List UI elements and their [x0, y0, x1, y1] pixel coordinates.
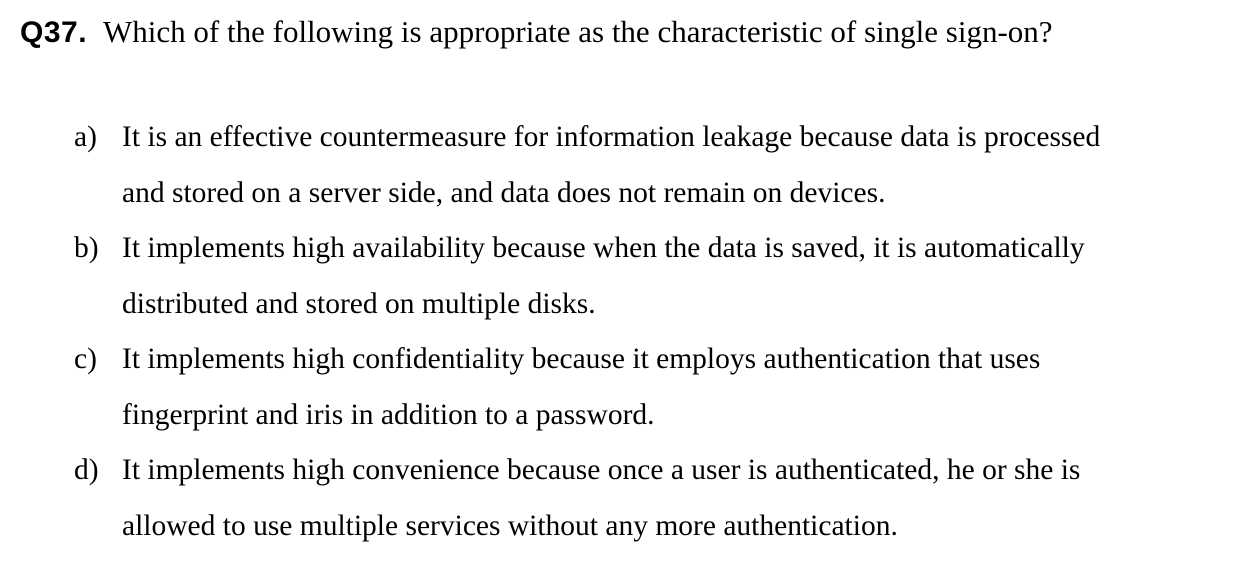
question-header — [20, 14, 1053, 50]
option-text-line: It implements high confidentiality because it employs authentication that uses — [122, 343, 1041, 375]
option-text — [122, 221, 1240, 332]
option-letter: d) — [74, 454, 99, 486]
option-c — [74, 332, 1240, 443]
option-a — [74, 110, 1240, 221]
option-letter: a) — [74, 121, 97, 153]
option-b — [74, 221, 1240, 332]
option-text-line: It is an effective countermeasure for information leakage because data is processed — [122, 121, 1101, 153]
option-text — [122, 110, 1240, 221]
option-text — [122, 443, 1240, 554]
question-number: Q37. — [20, 16, 88, 49]
option-text-line: allowed to use multiple services without any more authentication. — [122, 509, 898, 542]
option-text-line: and stored on a server side, and data does not remain on devices. — [122, 176, 886, 209]
option-text-line: fingerprint and iris in addition to a password. — [122, 398, 655, 431]
option-text-line: It implements high availability because when the data is saved, it is automatically — [122, 232, 1085, 264]
option-text-line: It implements high convenience because once a user is authenticated, he or she is — [122, 454, 1081, 486]
option-text — [122, 332, 1240, 443]
option-d — [74, 443, 1240, 554]
option-letter: c) — [74, 343, 97, 375]
option-letter: b) — [74, 232, 99, 264]
question-text: Which of the following is appropriate as the characteristic of single sign-on? — [103, 14, 1053, 49]
option-text-line: distributed and stored on multiple disks. — [122, 287, 596, 320]
answer-options — [74, 110, 1240, 554]
